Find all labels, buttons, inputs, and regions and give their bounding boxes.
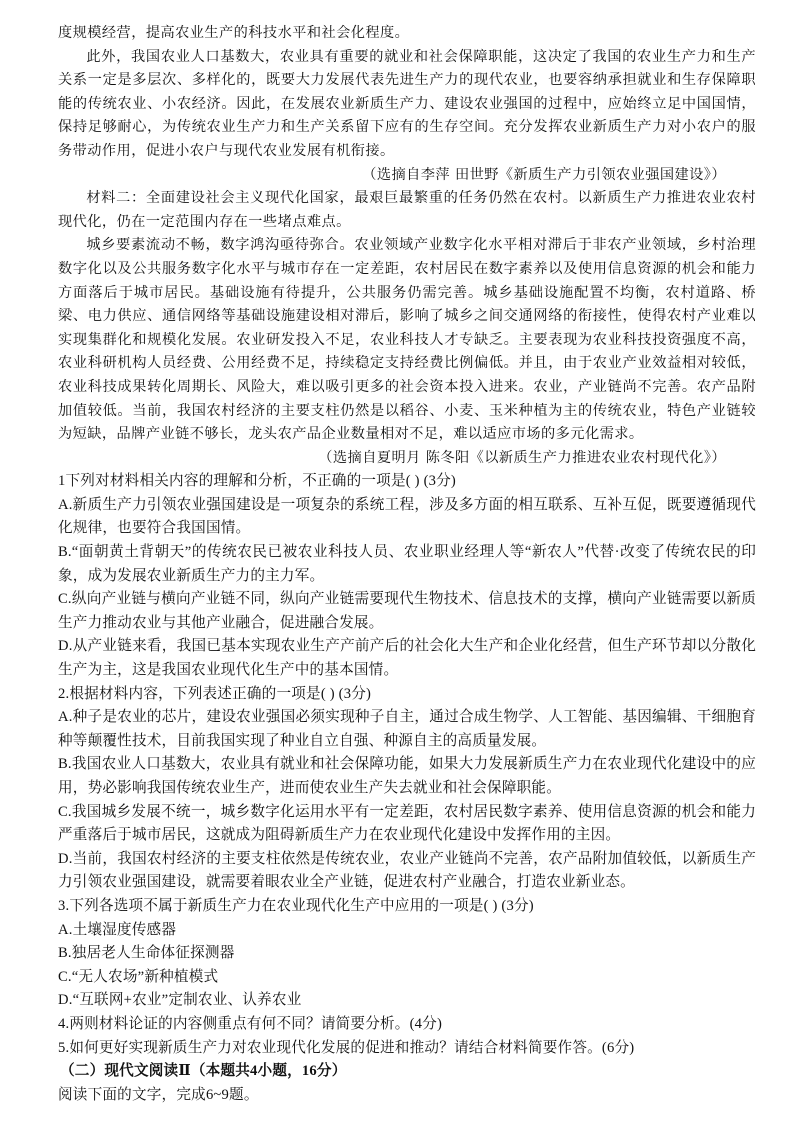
section-two-instruction: 阅读下面的文字，完成6~9题。: [58, 1086, 259, 1103]
question-2-option-c: C.我国城乡发展不统一，城乡数字化运用水平有一定差距，农村居民数字素养、使用信息资源的机会和能力严重落后于城市居民，这就成为阻碍新质生产力在农业现代化建设中发挥作用的主因。: [58, 803, 756, 844]
question-2-option-b: B.我国农业人口基数大，农业具有就业和社会保障功能，如果大力发展新质生产力在农业现代化建设中的应用，势必影响我国传统农业生产，进而使农业生产失去就业和社会保障职能。: [58, 756, 756, 796]
question-3-option-d: D.“互联网+农业”定制农业、认养农业: [58, 992, 302, 1009]
question-2-option-a: A.种子是农业的芯片，建设农业强国必须实现种子自主，通过合成生物学、人工智能、基因编辑、干细胞育种等颠覆性技术，目前我国实现了种业自立自强、种源自主的高质量发展。: [58, 709, 756, 749]
question-1-option-a: A.新质生产力引领农业强国建设是一项复杂的系统工程，涉及多方面的相互联系、互补互促，既要遵循现代化规律，也要符合我国国情。: [58, 496, 756, 537]
question-1: [58, 470, 756, 682]
question-2: [58, 683, 756, 895]
question-3: [58, 895, 756, 1013]
question-4: 4.两则材料论证的内容侧重点有何不同？请简要分析。(4分): [58, 1015, 443, 1032]
question-5: 5.如何更好实现新质生产力对农业现代化发展的促进和推动？请结合材料简要作答。(6分): [58, 1039, 635, 1056]
material-two-source: （选摘自夏明月 陈冬阳《以新质生产力推进农业农村现代化》）: [318, 449, 726, 466]
material-one-paragraph: 此外，我国农业人口基数大，农业具有重要的就业和社会保障职能，这决定了我国的农业生产力和生产关系一定是多层次、多样化的，既要大力发展代表先进生产力的现代农业，也要容纳承担就业和生存保障职能的传统农业、小农经济。因此，在发展农业新质生产力、建设农业强国的过程中，应始终立足中国国情，保持足够耐心，为传统农业生产力和生产关系留下应有的生存空间。充分发挥农业新质生产力对小农户的服务带动作用，促进小农户与现代农业发展有机衔接。: [58, 48, 756, 159]
question-3-option-a: A.土壤湿度传感器: [58, 921, 177, 938]
questions: [58, 470, 756, 1107]
question-3-option-b: B.独居老人生命体征探测器: [58, 945, 235, 962]
question-2-stem: 2.根据材料内容，下列表述正确的一项是( ) (3分): [58, 685, 372, 702]
question-1-option-b: B.“面朝黄土背朝天”的传统农民已被农业科技人员、农业职业经理人等“新农人”代替·改变了传统农民的印象，成为发展农业新质生产力的主力军。: [58, 544, 756, 584]
question-2-option-d: D.当前，我国农村经济的主要支柱依然是传统农业，农业产业链尚不完善，农产品附加值较低，以新质生产力引领农业强国建设，就需要着眼农业全产业链，促进农村产业融合，打造农业新业态。: [58, 850, 756, 891]
question-1-option-d: D.从产业链来看，我国已基本实现农业生产产前产后的社会化大生产和企业化经营，但生产环节却以分散化生产为主，这是我国农业现代化生产中的基本国情。: [58, 638, 756, 679]
section-two-heading: （二）现代文阅读Ⅱ（本题共4小题，16分）: [60, 1063, 347, 1080]
material-two: [58, 187, 756, 470]
material-one-source: （选摘自李萍 田世野《新质生产力引领农业强国建设》）: [362, 166, 726, 183]
material-two-intro: 材料二：全面建设社会主义现代化国家，最艰巨最繁重的任务仍然在农村。以新质生产力推进农业农村现代化，仍在一定范围内存在一些堵点难点。: [58, 190, 756, 230]
material-one-excerpt: [58, 22, 756, 187]
question-1-option-c: C.纵向产业链与横向产业链不同，纵向产业链需要现代生物技术、信息技术的支撑，横向产业链需要以新质生产力推动农业与其他产业融合，促进融合发展。: [58, 591, 756, 631]
question-3-stem: 3.下列各选项不属于新质生产力在农业现代化生产中应用的一项是( ) (3分): [58, 897, 534, 914]
material-one-continuation: 度规模经营，提高农业生产的科技水平和社会化程度。: [58, 25, 410, 41]
question-1-stem: 1下列对材料相关内容的理解和分析，不正确的一项是( ) (3分): [58, 473, 456, 490]
question-3-option-c: C.“无人农场”新种植模式: [58, 968, 219, 985]
material-two-paragraph: 城乡要素流动不畅，数字鸿沟亟待弥合。农业领域产业数字化水平相对滞后于非农产业领域，乡村治理数字化以及公共服务数字化水平与城市存在一定差距，农村居民在数字素养以及使用信息资源的机会和能力方面落后于城市居民。基础设施有待提升，公共服务仍需完善。城乡基础设施配置不均衡，农村道路、桥梁、电力供应、通信网络等基础设施建设相对滞后，影响了城乡之间交通网络的衔接性，使得农村产业难以实现集群化和规模化发展。农业研发投入不足，农业科技人才专缺乏。主要表现为农业科技投资强度不高，农业科研机构人员经费、公用经费不足，持续稳定支持经费比例偏低。并且，由于农业产业效益相对较低，农业科技成果转化周期长、风险大，难以吸引更多的社会资本投入进来。农业，产业链尚不完善。农产品附加值较低。当前，我国农村经济的主要支柱仍然是以稻谷、小麦、玉米种植为主的传统农业，特色产业链较为短缺，品牌产业链不够长，龙头农产品企业数量相对不足，难以适应市场的多元化需求。: [58, 237, 756, 443]
